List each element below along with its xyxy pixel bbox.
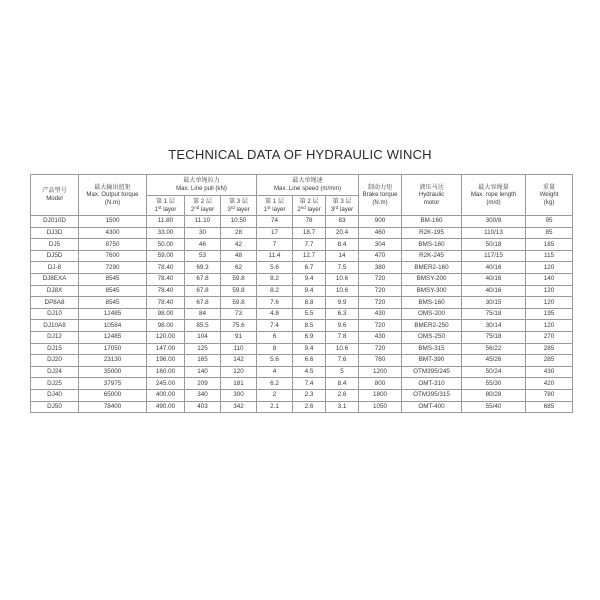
cell-model: DJ40 <box>31 389 79 401</box>
table-row <box>31 308 573 320</box>
cell-output-torque: 12485 <box>79 308 147 320</box>
cell-brake-torque: 800 <box>359 378 402 390</box>
cell-pull-layer-3: 62 <box>221 262 257 274</box>
cell-weight: 95 <box>526 216 573 228</box>
cell-speed-layer-1: 74 <box>257 216 293 228</box>
cell-output-torque: 78400 <box>79 401 147 413</box>
cell-model: DJ8EXA <box>31 273 79 285</box>
cell-output-torque: 8545 <box>79 297 147 309</box>
cell-speed-layer-2: 18.7 <box>293 227 326 239</box>
cell-pull-layer-1: 50.00 <box>147 239 185 251</box>
cell-hydraulic-motor: OMT-310 <box>402 378 462 390</box>
header-speed-layer-1: 第 1 层 1st layer <box>257 196 293 216</box>
cell-pull-layer-2: 104 <box>185 331 221 343</box>
cell-weight: 285 <box>526 343 573 355</box>
cell-speed-layer-2: 12.7 <box>293 250 326 262</box>
cell-rope-length: 40/16 <box>462 285 526 297</box>
cell-pull-layer-2: 85.5 <box>185 320 221 332</box>
cell-pull-layer-1: 147.00 <box>147 343 185 355</box>
cell-weight: 420 <box>526 378 573 390</box>
cell-speed-layer-1: 7.6 <box>257 297 293 309</box>
cell-output-torque: 37975 <box>79 378 147 390</box>
table-row <box>31 378 573 390</box>
cell-pull-layer-1: 245.00 <box>147 378 185 390</box>
cell-speed-layer-1: 11.4 <box>257 250 293 262</box>
cell-brake-torque: 304 <box>359 239 402 251</box>
cell-speed-layer-1: 8.2 <box>257 285 293 297</box>
cell-speed-layer-1: 8.2 <box>257 273 293 285</box>
cell-speed-layer-1: 2 <box>257 389 293 401</box>
cell-speed-layer-1: 2.1 <box>257 401 293 413</box>
cell-brake-torque: 720 <box>359 343 402 355</box>
cell-hydraulic-motor: BM-160 <box>402 216 462 228</box>
table-row <box>31 216 573 228</box>
cell-speed-layer-2: 9.4 <box>293 285 326 297</box>
cell-speed-layer-1: 7.4 <box>257 320 293 332</box>
cell-pull-layer-2: 165 <box>185 355 221 367</box>
cell-pull-layer-2: 67.8 <box>185 273 221 285</box>
cell-pull-layer-3: 181 <box>221 378 257 390</box>
table-row <box>31 250 573 262</box>
cell-brake-torque: 720 <box>359 285 402 297</box>
cell-hydraulic-motor: OTM395/245 <box>402 366 462 378</box>
cell-output-torque: 17050 <box>79 343 147 355</box>
header-model: 产品型号 Model <box>31 175 79 216</box>
table-row <box>31 355 573 367</box>
cell-weight: 195 <box>526 308 573 320</box>
cell-output-torque: 23130 <box>79 355 147 367</box>
cell-model: DJ24 <box>31 366 79 378</box>
cell-output-torque: 65000 <box>79 389 147 401</box>
cell-pull-layer-3: 10.50 <box>221 216 257 228</box>
cell-rope-length: 75/18 <box>462 331 526 343</box>
cell-pull-layer-1: 98.00 <box>147 308 185 320</box>
cell-model: DJ15 <box>31 343 79 355</box>
cell-pull-layer-2: 46 <box>185 239 221 251</box>
cell-pull-layer-2: 67.8 <box>185 285 221 297</box>
cell-pull-layer-2: 140 <box>185 366 221 378</box>
cell-speed-layer-1: 5.6 <box>257 262 293 274</box>
table-row <box>31 401 573 413</box>
cell-hydraulic-motor: BMER2-160 <box>402 262 462 274</box>
table-row <box>31 343 573 355</box>
cell-rope-length: 50/18 <box>462 239 526 251</box>
spec-table <box>30 174 573 413</box>
cell-weight: 120 <box>526 320 573 332</box>
cell-pull-layer-2: 209 <box>185 378 221 390</box>
cell-pull-layer-1: 78.40 <box>147 297 185 309</box>
cell-weight: 115 <box>526 250 573 262</box>
cell-speed-layer-2: 5.5 <box>293 308 326 320</box>
header-line-speed: 最大单绳速 Max. Line speed (m/min) <box>257 175 359 196</box>
cell-model: DJ10A8 <box>31 320 79 332</box>
cell-output-torque: 8750 <box>79 239 147 251</box>
cell-rope-length: 110/13 <box>462 227 526 239</box>
cell-pull-layer-3: 73 <box>221 308 257 320</box>
cell-speed-layer-2: 4.5 <box>293 366 326 378</box>
cell-pull-layer-3: 75.6 <box>221 320 257 332</box>
cell-pull-layer-2: 69.3 <box>185 262 221 274</box>
header-pull-layer-2: 第 2 层 2nd layer <box>185 196 221 216</box>
cell-pull-layer-1: 78.40 <box>147 285 185 297</box>
cell-speed-layer-3: 9.9 <box>326 297 359 309</box>
cell-rope-length: 30/15 <box>462 297 526 309</box>
cell-speed-layer-1: 7 <box>257 239 293 251</box>
cell-model: DJ3D <box>31 227 79 239</box>
cell-model: DJ50 <box>31 401 79 413</box>
cell-hydraulic-motor: OMS-200 <box>402 308 462 320</box>
cell-speed-layer-2: 8.5 <box>293 320 326 332</box>
cell-hydraulic-motor: BMS-160 <box>402 297 462 309</box>
table-row <box>31 262 573 274</box>
cell-speed-layer-1: 6 <box>257 331 293 343</box>
table-row <box>31 297 573 309</box>
cell-model: DJ8X <box>31 285 79 297</box>
cell-rope-length: 55/30 <box>462 378 526 390</box>
cell-pull-layer-3: 142 <box>221 355 257 367</box>
cell-pull-layer-2: 84 <box>185 308 221 320</box>
table-row <box>31 227 573 239</box>
cell-brake-torque: 1800 <box>359 389 402 401</box>
cell-speed-layer-3: 83 <box>326 216 359 228</box>
table-row <box>31 320 573 332</box>
spec-table-body <box>31 216 573 413</box>
cell-weight: 685 <box>526 401 573 413</box>
cell-output-torque: 4300 <box>79 227 147 239</box>
cell-pull-layer-1: 490.00 <box>147 401 185 413</box>
cell-brake-torque: 760 <box>359 355 402 367</box>
table-row <box>31 389 573 401</box>
cell-brake-torque: 1200 <box>359 366 402 378</box>
cell-hydraulic-motor: BMS-315 <box>402 343 462 355</box>
cell-rope-length: 50/24 <box>462 366 526 378</box>
cell-model: DP8A8 <box>31 297 79 309</box>
cell-hydraulic-motor: OMT-400 <box>402 401 462 413</box>
header-pull-layer-3: 第 3 层 3rd layer <box>221 196 257 216</box>
cell-pull-layer-3: 342 <box>221 401 257 413</box>
cell-brake-torque: 900 <box>359 216 402 228</box>
table-row <box>31 331 573 343</box>
cell-brake-torque: 430 <box>359 308 402 320</box>
table-row <box>31 366 573 378</box>
cell-speed-layer-3: 7.5 <box>326 262 359 274</box>
cell-model: DJ12 <box>31 331 79 343</box>
cell-brake-torque: 460 <box>359 227 402 239</box>
header-hydraulic-motor: 液压马达 Hydraulic motor <box>402 175 462 216</box>
cell-brake-torque: 720 <box>359 297 402 309</box>
cell-speed-layer-3: 10.6 <box>326 343 359 355</box>
cell-hydraulic-motor: R2K-195 <box>402 227 462 239</box>
cell-rope-length: 30/14 <box>462 320 526 332</box>
cell-rope-length: 45/26 <box>462 355 526 367</box>
header-rope-length: 最大容绳量 Max. rope length (m/d) <box>462 175 526 216</box>
header-brake-torque: 制动力矩 Brake torque (N.m) <box>359 175 402 216</box>
cell-hydraulic-motor: BMS-160 <box>402 239 462 251</box>
table-row <box>31 239 573 251</box>
cell-model: DJ10 <box>31 308 79 320</box>
cell-rope-length: 75/18 <box>462 308 526 320</box>
cell-rope-length: 40/16 <box>462 273 526 285</box>
cell-pull-layer-2: 67.8 <box>185 297 221 309</box>
table-row <box>31 285 573 297</box>
cell-pull-layer-3: 48 <box>221 250 257 262</box>
cell-rope-length: 56/22 <box>462 343 526 355</box>
header-pull-layer-1: 第 1 层 1st layer <box>147 196 185 216</box>
header-torque: 最大输出扭矩 Max. Output torque (N.m) <box>79 175 147 216</box>
cell-brake-torque: 720 <box>359 273 402 285</box>
cell-pull-layer-1: 160.00 <box>147 366 185 378</box>
cell-weight: 120 <box>526 262 573 274</box>
header-speed-layer-3: 第 3 层 3rd layer <box>326 196 359 216</box>
cell-brake-torque: 470 <box>359 250 402 262</box>
cell-pull-layer-3: 300 <box>221 389 257 401</box>
cell-output-torque: 7600 <box>79 250 147 262</box>
cell-pull-layer-1: 78.40 <box>147 273 185 285</box>
cell-weight: 430 <box>526 366 573 378</box>
cell-speed-layer-3: 8.4 <box>326 239 359 251</box>
cell-hydraulic-motor: BMT-390 <box>402 355 462 367</box>
cell-speed-layer-3: 6.3 <box>326 308 359 320</box>
cell-weight: 185 <box>526 239 573 251</box>
cell-output-torque: 1500 <box>79 216 147 228</box>
cell-brake-torque: 720 <box>359 320 402 332</box>
cell-speed-layer-2: 2.6 <box>293 401 326 413</box>
cell-pull-layer-1: 59.00 <box>147 250 185 262</box>
cell-speed-layer-3: 5 <box>326 366 359 378</box>
cell-speed-layer-2: 7.4 <box>293 378 326 390</box>
header-weight: 重量 Weight (kg) <box>526 175 573 216</box>
cell-speed-layer-2: 9.4 <box>293 343 326 355</box>
cell-pull-layer-2: 340 <box>185 389 221 401</box>
cell-pull-layer-1: 33.00 <box>147 227 185 239</box>
cell-pull-layer-3: 42 <box>221 239 257 251</box>
cell-speed-layer-1: 5.6 <box>257 355 293 367</box>
cell-weight: 85 <box>526 227 573 239</box>
table-row <box>31 273 573 285</box>
cell-pull-layer-3: 59.8 <box>221 285 257 297</box>
cell-weight: 120 <box>526 297 573 309</box>
cell-pull-layer-3: 59.8 <box>221 273 257 285</box>
cell-speed-layer-2: 6.7 <box>293 262 326 274</box>
cell-speed-layer-2: 7.7 <box>293 239 326 251</box>
cell-pull-layer-2: 125 <box>185 343 221 355</box>
cell-pull-layer-3: 120 <box>221 366 257 378</box>
cell-output-torque: 8545 <box>79 273 147 285</box>
cell-model: DJ010D <box>31 216 79 228</box>
cell-brake-torque: 1050 <box>359 401 402 413</box>
cell-rope-length: 300/8 <box>462 216 526 228</box>
cell-hydraulic-motor: BMSY-200 <box>402 273 462 285</box>
cell-output-torque: 12485 <box>79 331 147 343</box>
cell-pull-layer-1: 120.00 <box>147 331 185 343</box>
cell-pull-layer-3: 91 <box>221 331 257 343</box>
cell-rope-length: 80/28 <box>462 389 526 401</box>
cell-model: DJ-8 <box>31 262 79 274</box>
cell-weight: 780 <box>526 389 573 401</box>
cell-speed-layer-1: 4.8 <box>257 308 293 320</box>
cell-pull-layer-2: 30 <box>185 227 221 239</box>
cell-model: DJ5D <box>31 250 79 262</box>
header-speed-layer-2: 第 2 层 2nd layer <box>293 196 326 216</box>
cell-brake-torque: 380 <box>359 262 402 274</box>
cell-hydraulic-motor: R2K-245 <box>402 250 462 262</box>
cell-pull-layer-1: 196.00 <box>147 355 185 367</box>
cell-speed-layer-3: 2.6 <box>326 389 359 401</box>
cell-output-torque: 8545 <box>79 285 147 297</box>
cell-speed-layer-1: 6.2 <box>257 378 293 390</box>
cell-speed-layer-3: 9.6 <box>326 320 359 332</box>
cell-output-torque: 7290 <box>79 262 147 274</box>
cell-speed-layer-2: 6.6 <box>293 355 326 367</box>
cell-model: DJ25 <box>31 378 79 390</box>
cell-speed-layer-3: 8.4 <box>326 378 359 390</box>
cell-speed-layer-2: 78 <box>293 216 326 228</box>
cell-speed-layer-2: 9.4 <box>293 273 326 285</box>
cell-speed-layer-1: 4 <box>257 366 293 378</box>
cell-pull-layer-1: 98.00 <box>147 320 185 332</box>
cell-rope-length: 55/40 <box>462 401 526 413</box>
cell-hydraulic-motor: OTM395/315 <box>402 389 462 401</box>
cell-speed-layer-3: 7.6 <box>326 355 359 367</box>
cell-output-torque: 35000 <box>79 366 147 378</box>
cell-speed-layer-3: 10.6 <box>326 273 359 285</box>
cell-model: DJ20 <box>31 355 79 367</box>
cell-speed-layer-2: 8.8 <box>293 297 326 309</box>
cell-pull-layer-1: 78.40 <box>147 262 185 274</box>
cell-weight: 140 <box>526 273 573 285</box>
cell-pull-layer-1: 400.00 <box>147 389 185 401</box>
cell-pull-layer-3: 28 <box>221 227 257 239</box>
cell-speed-layer-1: 17 <box>257 227 293 239</box>
cell-weight: 120 <box>526 285 573 297</box>
cell-speed-layer-1: 8 <box>257 343 293 355</box>
cell-hydraulic-motor: BMER2-250 <box>402 320 462 332</box>
cell-pull-layer-2: 403 <box>185 401 221 413</box>
cell-weight: 270 <box>526 331 573 343</box>
page-title: TECHNICAL DATA OF HYDRAULIC WINCH <box>168 147 432 162</box>
cell-hydraulic-motor: BMSY-300 <box>402 285 462 297</box>
cell-pull-layer-2: 11.10 <box>185 216 221 228</box>
cell-speed-layer-3: 7.8 <box>326 331 359 343</box>
header-line-pull: 最大单绳拉力 Max. Line pull (kN) <box>147 175 257 196</box>
cell-pull-layer-1: 11.80 <box>147 216 185 228</box>
cell-output-torque: 10584 <box>79 320 147 332</box>
cell-weight: 285 <box>526 355 573 367</box>
cell-speed-layer-3: 10.6 <box>326 285 359 297</box>
cell-rope-length: 40/16 <box>462 262 526 274</box>
cell-speed-layer-3: 14 <box>326 250 359 262</box>
cell-speed-layer-2: 2.3 <box>293 389 326 401</box>
cell-model: DJ5 <box>31 239 79 251</box>
cell-speed-layer-3: 3.1 <box>326 401 359 413</box>
cell-pull-layer-3: 59.8 <box>221 297 257 309</box>
cell-brake-torque: 430 <box>359 331 402 343</box>
cell-speed-layer-2: 6.9 <box>293 331 326 343</box>
cell-rope-length: 117/15 <box>462 250 526 262</box>
cell-pull-layer-2: 53 <box>185 250 221 262</box>
cell-pull-layer-3: 110 <box>221 343 257 355</box>
cell-speed-layer-3: 20.4 <box>326 227 359 239</box>
cell-hydraulic-motor: OMS-250 <box>402 331 462 343</box>
